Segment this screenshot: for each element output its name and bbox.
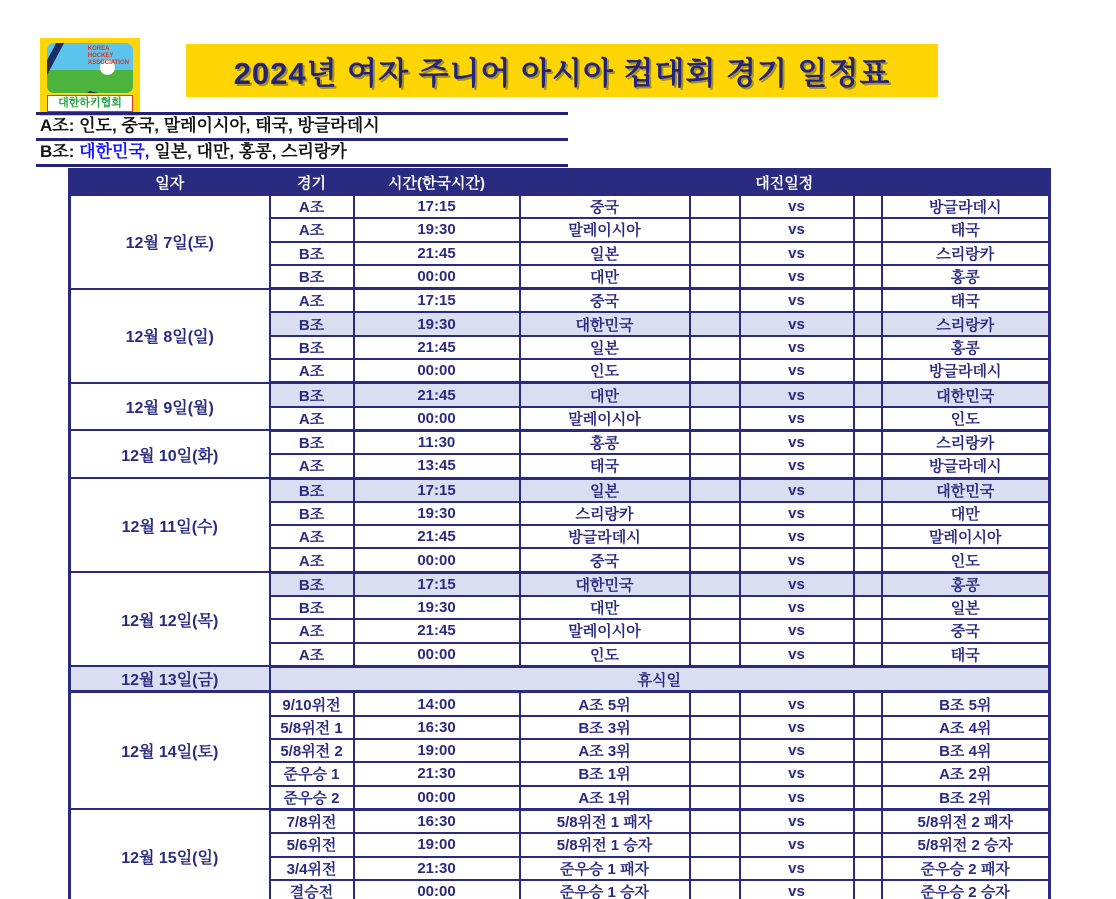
away-team-cell: 태국 xyxy=(882,218,1050,241)
away-team-cell: A조 2위 xyxy=(882,762,1050,785)
time-cell: 19:30 xyxy=(354,596,520,619)
home-team-cell: A조 3위 xyxy=(520,739,690,762)
vs-cell: vs xyxy=(740,359,854,383)
spacer-cell xyxy=(690,478,740,502)
away-team-cell: 인도 xyxy=(882,548,1050,572)
vs-cell: vs xyxy=(740,195,854,218)
vs-cell: vs xyxy=(740,692,854,716)
home-team-cell: B조 3위 xyxy=(520,716,690,739)
vs-cell: vs xyxy=(740,218,854,241)
spacer-cell xyxy=(690,596,740,619)
vs-cell: vs xyxy=(740,454,854,478)
time-cell: 14:00 xyxy=(354,692,520,716)
away-team-cell: 5/8위전 2 패자 xyxy=(882,809,1050,833)
group-cell: A조 xyxy=(270,289,354,313)
spacer-cell xyxy=(690,880,740,899)
spacer-cell xyxy=(854,786,882,810)
time-cell: 19:30 xyxy=(354,312,520,335)
time-cell: 11:30 xyxy=(354,430,520,454)
kha-logo-caption: 대한하키협회 xyxy=(47,95,133,112)
vs-cell: vs xyxy=(740,643,854,667)
kha-logo-text-line: HOCKEY xyxy=(87,53,114,59)
time-cell: 21:45 xyxy=(354,242,520,265)
home-team-cell: 준우승 1 승자 xyxy=(520,880,690,899)
vs-cell: vs xyxy=(740,857,854,880)
spacer-cell xyxy=(854,430,882,454)
away-team-cell: 준우승 2 승자 xyxy=(882,880,1050,899)
date-cell: 12월 10일(화) xyxy=(70,430,270,478)
time-cell: 17:15 xyxy=(354,572,520,596)
group-cell: A조 xyxy=(270,548,354,572)
spacer-cell xyxy=(690,525,740,548)
group-legend xyxy=(36,112,568,167)
rest-day-cell: 휴식일 xyxy=(270,666,1050,692)
spacer-cell xyxy=(690,692,740,716)
date-cell: 12월 13일(금) xyxy=(70,666,270,692)
spacer-cell xyxy=(690,548,740,572)
spacer-cell xyxy=(690,312,740,335)
home-team-cell: 방글라데시 xyxy=(520,525,690,548)
spacer-cell xyxy=(690,265,740,289)
group-cell: A조 xyxy=(270,407,354,431)
schedule-row xyxy=(70,195,1050,218)
spacer-cell xyxy=(854,739,882,762)
vs-cell: vs xyxy=(740,833,854,856)
spacer-cell xyxy=(690,430,740,454)
group-cell: A조 xyxy=(270,525,354,548)
home-team-cell: 대만 xyxy=(520,383,690,407)
time-cell: 21:45 xyxy=(354,336,520,359)
spacer-cell xyxy=(854,833,882,856)
group-a-line xyxy=(36,115,568,141)
grass-field-shape xyxy=(47,70,133,93)
home-team-cell: 대한민국 xyxy=(520,312,690,335)
header-date: 일자 xyxy=(70,170,270,196)
spacer-cell xyxy=(690,857,740,880)
group-cell: B조 xyxy=(270,430,354,454)
group-cell: A조 xyxy=(270,218,354,241)
group-b-label: B조: xyxy=(40,142,75,161)
group-cell: 5/8위전 1 xyxy=(270,716,354,739)
home-team-cell: 대만 xyxy=(520,596,690,619)
time-cell: 17:15 xyxy=(354,289,520,313)
group-cell: A조 xyxy=(270,195,354,218)
home-team-cell: 일본 xyxy=(520,242,690,265)
header-match: 경기 xyxy=(270,170,354,196)
spacer-cell xyxy=(854,692,882,716)
spacer-cell xyxy=(854,572,882,596)
home-team-cell: 홍콩 xyxy=(520,430,690,454)
spacer-cell xyxy=(690,572,740,596)
spacer-cell xyxy=(690,218,740,241)
home-team-cell: 중국 xyxy=(520,195,690,218)
spacer-cell xyxy=(690,716,740,739)
spacer-cell xyxy=(854,218,882,241)
group-cell: B조 xyxy=(270,572,354,596)
schedule-row xyxy=(70,430,1050,454)
home-team-cell: 중국 xyxy=(520,289,690,313)
home-team-cell: 일본 xyxy=(520,478,690,502)
away-team-cell: 홍콩 xyxy=(882,265,1050,289)
kha-logo xyxy=(40,38,140,116)
group-a-teams: 인도, 중국, 말레이시아, 태국, 방글라데시 xyxy=(79,116,380,135)
away-team-cell: B조 2위 xyxy=(882,786,1050,810)
home-team-cell: 중국 xyxy=(520,548,690,572)
home-team-cell: 일본 xyxy=(520,336,690,359)
vs-cell: vs xyxy=(740,716,854,739)
group-cell: B조 xyxy=(270,312,354,335)
vs-cell: vs xyxy=(740,289,854,313)
group-a-label: A조: xyxy=(40,116,75,135)
home-team-cell: B조 1위 xyxy=(520,762,690,785)
away-team-cell: B조 5위 xyxy=(882,692,1050,716)
kha-logo-text-line: ASSOCIATION xyxy=(87,60,129,66)
vs-cell: vs xyxy=(740,880,854,899)
away-team-cell: 방글라데시 xyxy=(882,195,1050,218)
group-cell: B조 xyxy=(270,502,354,525)
time-cell: 19:30 xyxy=(354,502,520,525)
spacer-cell xyxy=(854,407,882,431)
home-team-cell: 말레이시아 xyxy=(520,218,690,241)
time-cell: 16:30 xyxy=(354,716,520,739)
group-cell: B조 xyxy=(270,478,354,502)
group-cell: B조 xyxy=(270,596,354,619)
away-team-cell: 대만 xyxy=(882,502,1050,525)
group-cell: 5/8위전 2 xyxy=(270,739,354,762)
spacer-cell xyxy=(854,312,882,335)
home-team-cell: 말레이시아 xyxy=(520,619,690,642)
home-team-cell: 말레이시아 xyxy=(520,407,690,431)
group-cell: B조 xyxy=(270,336,354,359)
spacer-cell xyxy=(854,619,882,642)
schedule-row xyxy=(70,478,1050,502)
vs-cell: vs xyxy=(740,312,854,335)
time-cell: 00:00 xyxy=(354,407,520,431)
group-cell: A조 xyxy=(270,643,354,667)
home-team-cell: A조 1위 xyxy=(520,786,690,810)
date-cell: 12월 7일(토) xyxy=(70,195,270,289)
group-cell: B조 xyxy=(270,265,354,289)
away-team-cell: 스리랑카 xyxy=(882,430,1050,454)
spacer-cell xyxy=(690,739,740,762)
away-team-cell: 스리랑카 xyxy=(882,312,1050,335)
group-cell: 준우승 1 xyxy=(270,762,354,785)
schedule-header-row xyxy=(70,170,1050,196)
vs-cell: vs xyxy=(740,596,854,619)
vs-cell: vs xyxy=(740,265,854,289)
spacer-cell xyxy=(690,383,740,407)
away-team-cell: 홍콩 xyxy=(882,336,1050,359)
home-team-cell: 인도 xyxy=(520,643,690,667)
spacer-cell xyxy=(690,359,740,383)
time-cell: 21:30 xyxy=(354,857,520,880)
group-cell: A조 xyxy=(270,454,354,478)
spacer-cell xyxy=(854,809,882,833)
schedule-body xyxy=(70,195,1050,899)
spacer-cell xyxy=(854,762,882,785)
kha-logo-text-line: KOREA xyxy=(87,46,110,52)
spacer-cell xyxy=(690,762,740,785)
title-banner xyxy=(186,44,938,97)
away-team-cell: 인도 xyxy=(882,407,1050,431)
kha-logo-text xyxy=(88,46,129,67)
time-cell: 21:45 xyxy=(354,619,520,642)
vs-cell: vs xyxy=(740,786,854,810)
group-cell: 5/6위전 xyxy=(270,833,354,856)
spacer-cell xyxy=(854,454,882,478)
date-cell: 12월 9일(월) xyxy=(70,383,270,431)
spacer-cell xyxy=(854,195,882,218)
group-cell: 결승전 xyxy=(270,880,354,899)
spacer-cell xyxy=(690,619,740,642)
home-team-cell: 5/8위전 1 패자 xyxy=(520,809,690,833)
time-cell: 00:00 xyxy=(354,265,520,289)
vs-cell: vs xyxy=(740,407,854,431)
spacer-cell xyxy=(854,857,882,880)
away-team-cell: 태국 xyxy=(882,643,1050,667)
spacer-cell xyxy=(854,502,882,525)
time-cell: 21:30 xyxy=(354,762,520,785)
time-cell: 21:45 xyxy=(354,525,520,548)
vs-cell: vs xyxy=(740,525,854,548)
home-team-cell: 5/8위전 1 승자 xyxy=(520,833,690,856)
home-team-cell: 대만 xyxy=(520,265,690,289)
spacer-cell xyxy=(690,833,740,856)
group-b-highlight-team: 대한민국, xyxy=(79,142,150,161)
spacer-cell xyxy=(854,383,882,407)
spacer-cell xyxy=(854,265,882,289)
away-team-cell: 홍콩 xyxy=(882,572,1050,596)
spacer-cell xyxy=(690,195,740,218)
home-team-cell: 대한민국 xyxy=(520,572,690,596)
away-team-cell: 태국 xyxy=(882,289,1050,313)
schedule-table-wrap xyxy=(68,168,1051,899)
spacer-cell xyxy=(690,809,740,833)
vs-cell: vs xyxy=(740,430,854,454)
spacer-cell xyxy=(854,359,882,383)
vs-cell: vs xyxy=(740,548,854,572)
home-team-cell: 태국 xyxy=(520,454,690,478)
vs-cell: vs xyxy=(740,809,854,833)
date-cell: 12월 11일(수) xyxy=(70,478,270,572)
spacer-cell xyxy=(690,502,740,525)
away-team-cell: B조 4위 xyxy=(882,739,1050,762)
away-team-cell: A조 4위 xyxy=(882,716,1050,739)
group-cell: 9/10위전 xyxy=(270,692,354,716)
schedule-table xyxy=(68,168,1051,899)
home-team-cell: 스리랑카 xyxy=(520,502,690,525)
group-cell: A조 xyxy=(270,619,354,642)
time-cell: 00:00 xyxy=(354,880,520,899)
date-cell: 12월 15일(일) xyxy=(70,809,270,899)
group-cell: B조 xyxy=(270,383,354,407)
away-team-cell: 말레이시아 xyxy=(882,525,1050,548)
spacer-cell xyxy=(854,478,882,502)
spacer-cell xyxy=(854,289,882,313)
away-team-cell: 방글라데시 xyxy=(882,359,1050,383)
spacer-cell xyxy=(854,336,882,359)
spacer-cell xyxy=(690,643,740,667)
spacer-cell xyxy=(854,525,882,548)
group-cell: B조 xyxy=(270,242,354,265)
time-cell: 16:30 xyxy=(354,809,520,833)
spacer-cell xyxy=(854,596,882,619)
page-title: 2024년 여자 주니어 아시아 컵대회 경기 일정표 xyxy=(233,56,891,91)
group-cell: A조 xyxy=(270,359,354,383)
schedule-row xyxy=(70,666,1050,692)
vs-cell: vs xyxy=(740,739,854,762)
spacer-cell xyxy=(690,289,740,313)
vs-cell: vs xyxy=(740,242,854,265)
time-cell: 19:30 xyxy=(354,218,520,241)
vs-cell: vs xyxy=(740,502,854,525)
spacer-cell xyxy=(854,643,882,667)
vs-cell: vs xyxy=(740,572,854,596)
time-cell: 00:00 xyxy=(354,643,520,667)
away-team-cell: 5/8위전 2 승자 xyxy=(882,833,1050,856)
home-team-cell: 준우승 1 패자 xyxy=(520,857,690,880)
header-time: 시간(한국시간) xyxy=(354,170,520,196)
spacer-cell xyxy=(690,407,740,431)
spacer-cell xyxy=(690,242,740,265)
time-cell: 17:15 xyxy=(354,478,520,502)
time-cell: 00:00 xyxy=(354,786,520,810)
away-team-cell: 스리랑카 xyxy=(882,242,1050,265)
group-b-line xyxy=(36,141,568,164)
schedule-row xyxy=(70,289,1050,313)
away-team-cell: 대한민국 xyxy=(882,478,1050,502)
group-b-teams: 일본, 대만, 홍콩, 스리랑카 xyxy=(154,142,347,161)
schedule-row xyxy=(70,572,1050,596)
date-cell: 12월 12일(목) xyxy=(70,572,270,666)
date-cell: 12월 14일(토) xyxy=(70,692,270,809)
group-cell: 준우승 2 xyxy=(270,786,354,810)
header-fixture: 대진일정 xyxy=(520,170,1050,196)
time-cell: 21:45 xyxy=(354,383,520,407)
away-team-cell: 일본 xyxy=(882,596,1050,619)
spacer-cell xyxy=(690,454,740,478)
schedule-row xyxy=(70,383,1050,407)
group-cell: 7/8위전 xyxy=(270,809,354,833)
spacer-cell xyxy=(690,336,740,359)
spacer-cell xyxy=(854,242,882,265)
home-team-cell: A조 5위 xyxy=(520,692,690,716)
home-team-cell: 인도 xyxy=(520,359,690,383)
time-cell: 00:00 xyxy=(354,548,520,572)
schedule-row xyxy=(70,809,1050,833)
vs-cell: vs xyxy=(740,383,854,407)
date-cell: 12월 8일(일) xyxy=(70,289,270,383)
vs-cell: vs xyxy=(740,762,854,785)
vs-cell: vs xyxy=(740,619,854,642)
spacer-cell xyxy=(690,786,740,810)
away-team-cell: 대한민국 xyxy=(882,383,1050,407)
spacer-cell xyxy=(854,548,882,572)
group-cell: 3/4위전 xyxy=(270,857,354,880)
spacer-cell xyxy=(854,716,882,739)
away-team-cell: 중국 xyxy=(882,619,1050,642)
time-cell: 17:15 xyxy=(354,195,520,218)
vs-cell: vs xyxy=(740,336,854,359)
schedule-row xyxy=(70,692,1050,716)
away-team-cell: 방글라데시 xyxy=(882,454,1050,478)
away-team-cell: 준우승 2 패자 xyxy=(882,857,1050,880)
kha-logo-art xyxy=(47,43,133,93)
spacer-cell xyxy=(854,880,882,899)
time-cell: 13:45 xyxy=(354,454,520,478)
time-cell: 19:00 xyxy=(354,833,520,856)
vs-cell: vs xyxy=(740,478,854,502)
time-cell: 19:00 xyxy=(354,739,520,762)
time-cell: 00:00 xyxy=(354,359,520,383)
